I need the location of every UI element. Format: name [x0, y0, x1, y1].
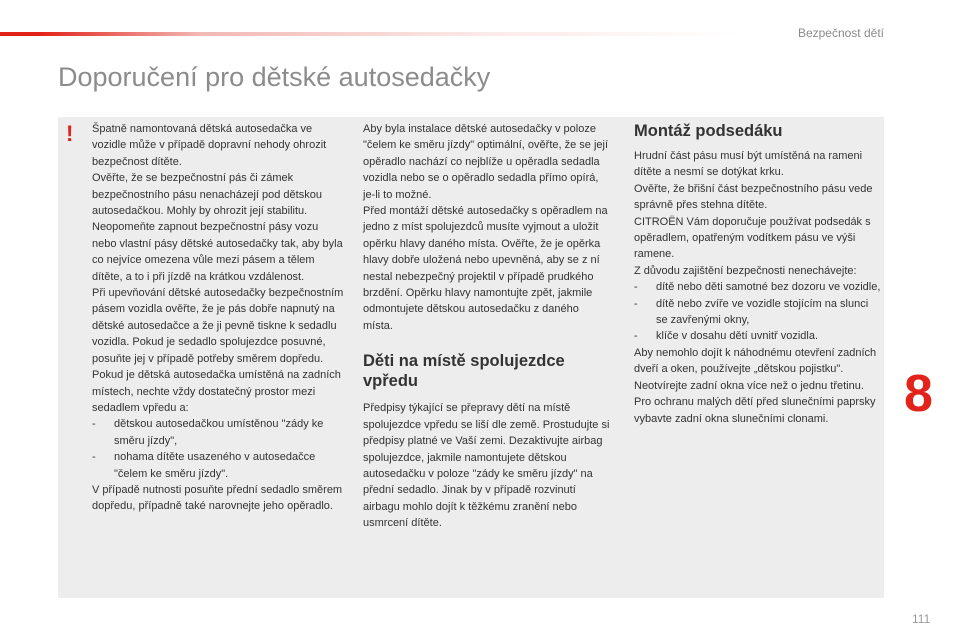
list-item-text: klíče v dosahu dětí uvnitř vozidla.	[656, 330, 819, 343]
paragraph: Ověřte, že se bezpečnostní pás či zámek bezpečnostního pásu nenacházejí pod dětskou autosedačkou. Mohly by ohrozit její stabilitu.	[92, 172, 322, 218]
right-column	[634, 148, 882, 427]
list-item-text: nohama dítěte usazeného v autosedačce "čelem ke směru jízdy".	[114, 451, 316, 480]
chapter-number: 8	[904, 365, 933, 423]
middle-column	[363, 121, 611, 532]
warning-icon: !	[66, 121, 74, 146]
paragraph: Špatně namontovaná dětská autosedačka ve vozidle může v případě dopravní nehody ohrozit bezpečnost dítěte.	[92, 123, 327, 168]
paragraph: V případě nutnosti posuňte přední sedadlo směrem dopředu, případně také narovnejte jeho opěradlo.	[92, 483, 343, 513]
paragraph: CITROËN Vám doporučuje používat podsedák s opěradlem, opatřeným vodítkem pásu ve výši ramene.	[634, 215, 871, 261]
paragraph: Před montáží dětské autosedačky s opěradlem na jedno z míst spolujezdců musíte vyjmout a uložit opěrku hlavy daného místa. Ověřte, že je opěrka hlavy dobře uložená nebo upevněná, aby se z ní nestal nebezpečný projektil v případě prudkého brzdění. Opěrku hlavy namontujte zpět, jakmile odmontujete dětskou autosedačku z daného místa.	[363, 205, 608, 332]
paragraph: Ověřte, že břišní část bezpečnostního pásu vede správně přes stehna dítěte.	[634, 182, 873, 212]
dash-bullet: -	[634, 330, 638, 343]
chapter-title: Bezpečnost dětí	[797, 26, 884, 40]
list-item	[92, 449, 344, 482]
paragraph: Při upevňování dětské autosedačky bezpečnostním pásem vozidla ověřte, že je pás dobře napnutý na dětské autosedačce a že ji pevně tiskne k sedadlu vozidla. Pokud je sedadlo spolujezdce posuvné, posuňte jej v případě potřeby směrem dopředu.	[92, 287, 344, 365]
paragraph: Neotvírejte zadní okna více než o jednu třetinu.	[634, 379, 864, 392]
paragraph: Předpisy týkající se přepravy dětí na místě spolujezdce vpředu se liší dle země. Prostudujte si předpisy platné ve Vaší zemi. Dezaktivujte airbag spolujezdce, jakmile namontujete dětskou autosedačku v poloze "zády ke směru jízdy" na přední sedadlo. Jinak by v případě rozvinutí airbagu mohlo dojít k těžkému zranění nebo usmrcení dítěte.	[363, 402, 610, 530]
paragraph: Aby nemohlo dojít k náhodnému otevření zadních dveří a oken, používejte „dětskou pojistku".	[634, 346, 877, 376]
list-item	[634, 328, 882, 344]
list-item	[92, 416, 344, 449]
paragraph: Pro ochranu malých dětí před slunečními paprsky vybavte zadní okna slunečními clonami.	[634, 396, 876, 425]
list-item-text: dítě nebo děti samotné bez dozoru ve vozidle,	[656, 281, 881, 294]
paragraph: Z důvodu zajištění bezpečnosti nenechávejte:	[634, 264, 857, 277]
warning-column	[92, 121, 344, 515]
section-title-booster-seat: Montáž podsedáku	[634, 122, 783, 140]
list-item	[634, 279, 882, 295]
dash-bullet: -	[634, 297, 638, 310]
dash-bullet: -	[92, 451, 96, 464]
paragraph: Hrudní část pásu musí být umístěná na rameni dítěte a nesmí se dotýkat krku.	[634, 150, 863, 179]
list-item-text: dětskou autosedačkou umístěnou "zády ke směru jízdy",	[114, 418, 324, 447]
dash-bullet: -	[92, 418, 96, 431]
page-title: Doporučení pro dětské autosedačky	[58, 62, 491, 92]
dash-bullet: -	[634, 281, 638, 294]
paragraph: Aby byla instalace dětské autosedačky v poloze "čelem ke směru jízdy" optimální, ověřte, že se její opěradlo nachází co nejblíže u opěradla sedadla vozidla nebo se o opěradlo sedadla přímo opírá, je-li to možné.	[363, 123, 609, 201]
list-item	[634, 296, 882, 329]
paragraph: Pokud je dětská autosedačka umístěná na zadních místech, nechte vždy dostatečný prostor mezi sedadlem vpředu a:	[92, 369, 341, 414]
paragraph: Neopomeňte zapnout bezpečnostní pásy vozu nebo vlastní pásy dětské autosedačky tak, aby byla co nejvíce omezena vůle mezi pásem a tělem dítěte, a to i při jízdě na krátkou vzdálenost.	[92, 221, 343, 283]
list-item-text: dítě nebo zvíře ve vozidle stojícím na slunci se zavřenými okny,	[656, 297, 869, 327]
section-title-front-passenger: Děti na místě spolujezdce vpředu	[363, 352, 565, 391]
page-number: 111	[912, 612, 931, 626]
